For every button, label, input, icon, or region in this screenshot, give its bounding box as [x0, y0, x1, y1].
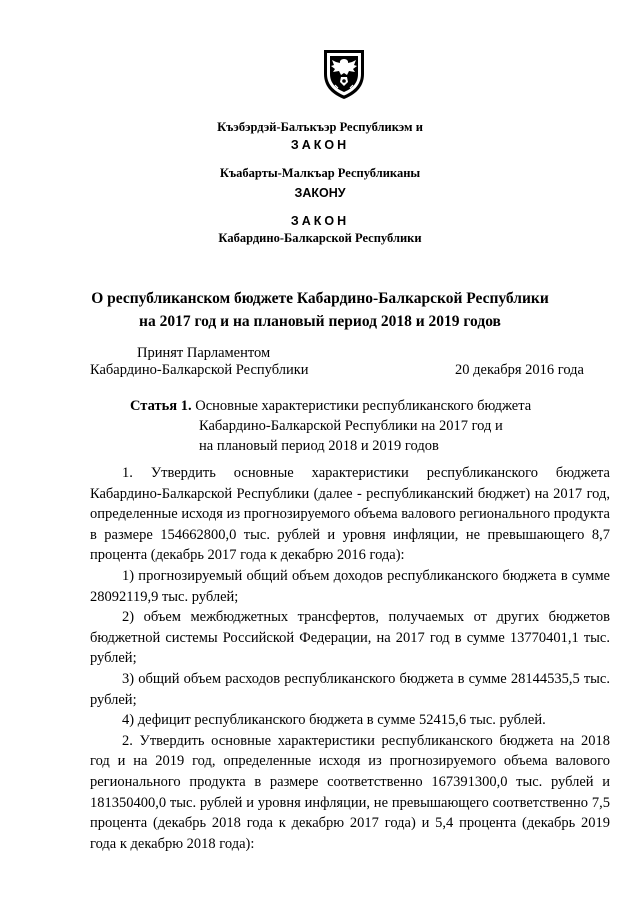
- article-body: [90, 463, 610, 854]
- coat-of-arms-emblem: [320, 44, 368, 100]
- header-balkar-line: Къабарты-Малкъар Республиканы: [219, 166, 421, 180]
- paragraph-item-1: 1) прогнозируемый общий объем доходов республиканского бюджета в сумме 28092119,9 тыс. рублей;: [90, 567, 610, 605]
- header-balkar-zakonu: ЗАКОНУ: [294, 186, 346, 200]
- article-heading-line-3: на плановый период 2018 и 2019 годов: [199, 438, 439, 454]
- header-russian-zakon: ЗАКОН: [290, 214, 350, 228]
- article-label: Статья 1.: [130, 398, 192, 414]
- law-title: [60, 287, 580, 333]
- header-kabardian-zakon: ЗАКОН: [290, 138, 350, 152]
- adoption-line-1: Принят Парламентом: [137, 345, 271, 361]
- paragraph-item-2: 2) объем межбюджетных трансфертов, получаемых от других бюджетов бюджетной системы Российской Федерации, на 2017 год в сумме 13770401,1 тыс. рублей;: [90, 609, 610, 667]
- adoption-date: 20 декабря 2016 года: [455, 362, 584, 378]
- law-title-line-1: О республиканском бюджете Кабардино-Балкарской Республики: [91, 290, 549, 307]
- header-russian-line: Кабардино-Балкарской Республики: [218, 231, 422, 245]
- header-kabardian-line: Къэбэрдэй-Балъкъэр Республикэм и: [217, 120, 423, 134]
- paragraph-2: 2. Утвердить основные характеристики республиканского бюджета на 2018 год и на 2019 год, определенные исходя из прогнозируемого объема валового регионального продукта в размере соответственно 167391300,0 тыс. рублей и 181350400,0 тыс. рублей и уровня инфляции, не превышающего соответственно 7,5 процента (декабрь 2018 года к декабрю 2017 года) и 5,4 процента (декабрь 2019 года к декабрю 2018 года):: [90, 732, 610, 852]
- paragraph-item-4: 4) дефицит республиканского бюджета в сумме 52415,6 тыс. рублей.: [122, 712, 546, 729]
- article-heading-line-2: Кабардино-Балкарской Республики на 2017 год и: [199, 418, 503, 434]
- article-heading: [130, 396, 531, 456]
- adoption-line-2: Кабардино-Балкарской Республики: [90, 362, 309, 378]
- law-title-line-2: на 2017 год и на плановый период 2018 и 2019 годов: [139, 313, 501, 330]
- paragraph-item-3: 3) общий объем расходов республиканского бюджета в сумме 28144535,5 тыс. рублей;: [90, 670, 610, 708]
- article-heading-line-1: Основные характеристики республиканского бюджета: [195, 398, 532, 414]
- paragraph-1: 1. Утвердить основные характеристики республиканского бюджета Кабардино-Балкарской Республики (далее - республиканский бюджет) на 2017 год, определенные исходя из прогнозируемого объема валового регионального продукта в размере 154662800,0 тыс. рублей и уровня инфляции, не превышающего 8,7 процента (декабрь 2017 года к декабрю 2016 года):: [90, 465, 610, 564]
